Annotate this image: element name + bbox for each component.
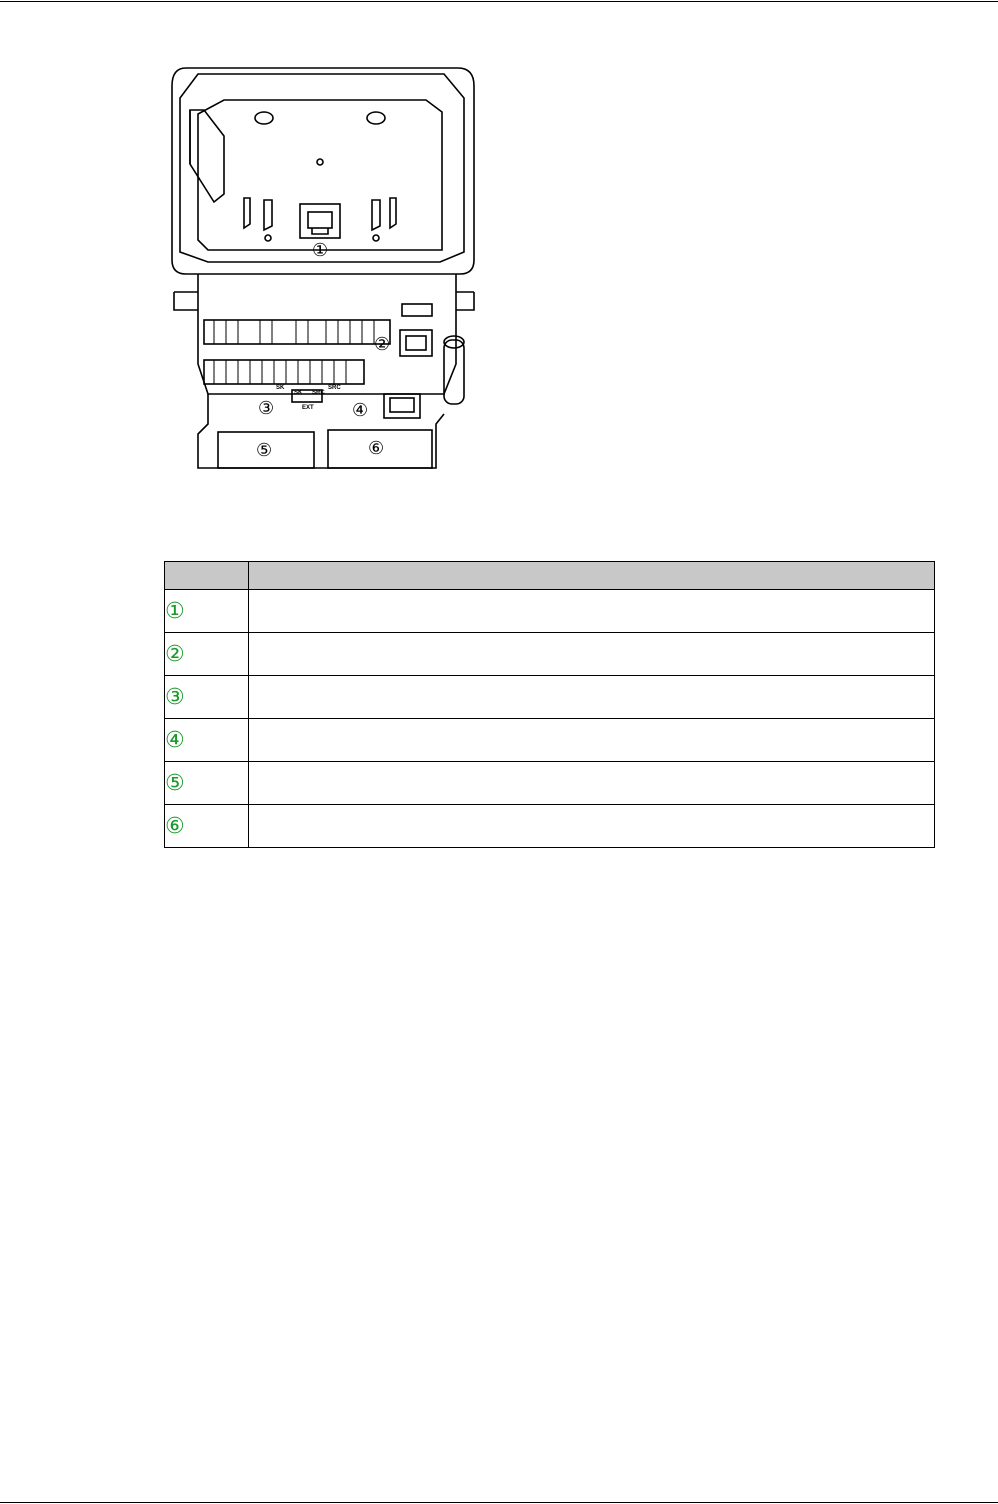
legend-description bbox=[249, 762, 935, 805]
legend-marker: ① bbox=[165, 590, 249, 633]
legend-marker: ④ bbox=[165, 719, 249, 762]
connector-1 bbox=[300, 204, 340, 238]
legend-description bbox=[249, 633, 935, 676]
callout-3: ③ bbox=[258, 398, 275, 419]
legend-description bbox=[249, 676, 935, 719]
legend-description bbox=[249, 805, 935, 848]
label-ext: EXT bbox=[302, 405, 314, 411]
ferrite-core bbox=[444, 340, 464, 404]
table-row bbox=[165, 805, 935, 848]
legend-marker: ② bbox=[165, 633, 249, 676]
callout-4: ④ bbox=[352, 400, 369, 421]
device-front-view-drawing bbox=[168, 64, 480, 476]
callout-2: ② bbox=[374, 334, 391, 355]
legend-marker: ③ bbox=[165, 676, 249, 719]
label-src-top: SRC bbox=[328, 385, 341, 391]
table-row bbox=[165, 676, 935, 719]
latch-left-a bbox=[244, 198, 250, 228]
legend-marker: ⑤ bbox=[165, 762, 249, 805]
label-src: SRC bbox=[312, 390, 325, 396]
legend-description bbox=[249, 719, 935, 762]
callout-6: ⑥ bbox=[368, 438, 385, 459]
mid-body bbox=[198, 274, 456, 394]
mount-hole-right bbox=[367, 112, 385, 124]
terminal-block-lower bbox=[204, 360, 364, 384]
legend-marker: ⑥ bbox=[165, 805, 249, 848]
lower-body bbox=[198, 394, 444, 468]
legend-description bbox=[249, 590, 935, 633]
mount-hole-left bbox=[255, 112, 273, 124]
bottom-rule bbox=[0, 1502, 998, 1503]
table-row bbox=[165, 590, 935, 633]
side-clip bbox=[190, 110, 224, 202]
legend-header-row bbox=[165, 562, 935, 590]
label-sk: SK bbox=[294, 390, 303, 396]
table-row bbox=[165, 633, 935, 676]
legend-table bbox=[164, 561, 935, 848]
table-row bbox=[165, 719, 935, 762]
label-sk-top: SK bbox=[276, 385, 285, 391]
top-rule bbox=[0, 1, 998, 2]
latch-left-b bbox=[264, 200, 272, 230]
latch-right-a bbox=[372, 200, 380, 230]
table-row bbox=[165, 762, 935, 805]
latch-right-b bbox=[390, 198, 396, 228]
legend-header-description bbox=[249, 562, 935, 590]
connector-2 bbox=[400, 330, 432, 356]
callout-5: ⑤ bbox=[256, 440, 273, 461]
callout-1: ① bbox=[312, 240, 329, 261]
legend-header-item bbox=[165, 562, 249, 590]
